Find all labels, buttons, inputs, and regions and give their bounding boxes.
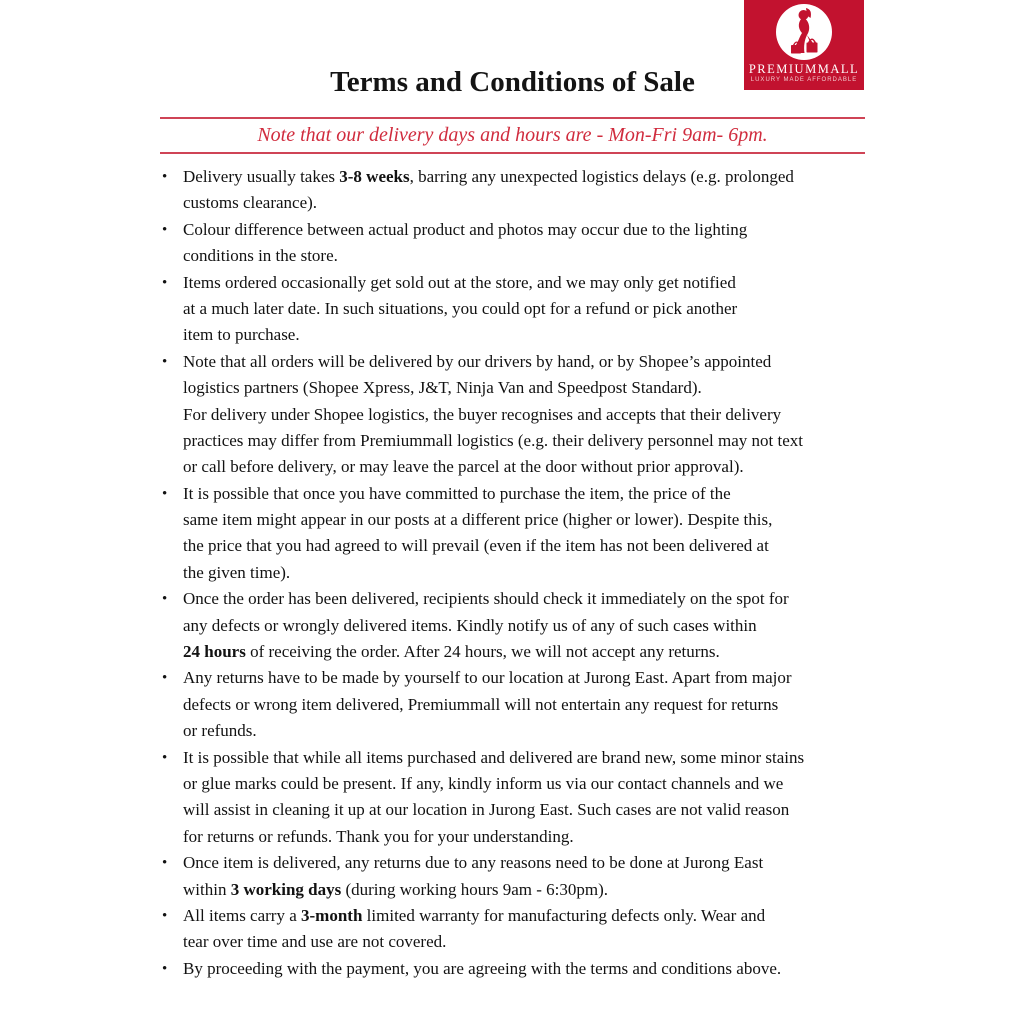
bullet-icon: • — [162, 485, 168, 502]
term-item — [160, 270, 920, 349]
bullet-icon: • — [162, 591, 168, 608]
term-item — [160, 349, 920, 481]
delivery-note-band — [160, 117, 865, 154]
term-item — [160, 956, 920, 982]
woman-shopper-icon — [776, 4, 832, 60]
bullet-icon: • — [162, 169, 168, 185]
page-title: Terms and Conditions of Sale — [330, 66, 695, 98]
bullet-icon: • — [162, 855, 168, 872]
term-item — [160, 217, 920, 270]
bullet-icon: • — [162, 221, 168, 238]
term-text: All items carry a 3-month limited warranty for manufacturing defects only. Wear and tear over time and use are not covered. — [183, 905, 766, 952]
term-item — [160, 665, 920, 744]
term-text: Once item is delivered, any returns due to any reasons need to be done at Jurong East within 3 working days (during working hours 9am - 6:30pm). — [183, 853, 764, 899]
term-item — [160, 481, 920, 587]
bullet-icon: • — [162, 353, 168, 370]
term-item — [160, 164, 920, 217]
term-text: Once the order has been delivered, recipients should check it immediately on the spot for any defects or wrongly delivered items. Kindly notify us of any of such cases within 24 hours of receiving the order. After 24 hours, we will not accept any returns. — [183, 589, 789, 662]
term-text: Delivery usually takes 3-8 weeks, barring any unexpected logistics delays (e.g. prolonged customs clearance). — [183, 167, 794, 213]
terms-list — [160, 164, 920, 982]
term-item — [160, 903, 920, 956]
term-item — [160, 745, 920, 851]
bullet-icon: • — [162, 960, 168, 977]
term-item — [160, 850, 920, 903]
term-item — [160, 586, 920, 665]
delivery-note-text: Note that our delivery days and hours are - Mon-Fri 9am- 6pm. — [257, 124, 768, 146]
term-text: Colour difference between actual product and photos may occur due to the lighting conditions in the store. — [183, 219, 748, 266]
term-text: By proceeding with the payment, you are agreeing with the terms and conditions above. — [183, 958, 782, 978]
term-text: Any returns have to be made by yourself to our location at Jurong East. Apart from major defects or wrong item delivered, Premiummall will not entertain any request for returns or refunds. — [183, 668, 792, 741]
logo-brand-text: PREMIUMMALL — [748, 62, 860, 76]
term-text: Note that all orders will be delivered by our drivers by hand, or by Shopee’s appointed logistics partners (Shopee Xpress, J&T, Ninja Van and Speedpost Standard). For delivery under Shopee logistics, the buyer recognises and accepts that their delivery practices may differ from Premiummall logistics (e.g. their delivery personnel may not text or call before delivery, or may leave the parcel at the door without prior approval). — [183, 351, 804, 477]
term-text: Items ordered occasionally get sold out at the store, and we may only get notified at a much later date. In such situations, you could opt for a refund or pick another item to purchase. — [183, 272, 738, 345]
bullet-icon: • — [162, 907, 168, 924]
bullet-icon: • — [162, 274, 168, 291]
term-text: It is possible that while all items purchased and delivered are brand new, some minor stains or glue marks could be present. If any, kindly inform us via our contact channels and we will assist in cleaning it up at our location in Jurong East. Such cases are not valid reason for returns or refunds. Thank you for your understanding. — [183, 747, 805, 846]
bullet-icon: • — [162, 670, 168, 687]
bullet-icon: • — [162, 749, 168, 766]
term-text: It is possible that once you have committed to purchase the item, the price of the same item might appear in our posts at a different price (higher or lower). Despite this, the price that you had agreed to will prevail (even if the item has not been delivered at the given time). — [183, 483, 773, 582]
logo-tagline-text: LUXURY MADE AFFORDABLE — [750, 77, 858, 83]
